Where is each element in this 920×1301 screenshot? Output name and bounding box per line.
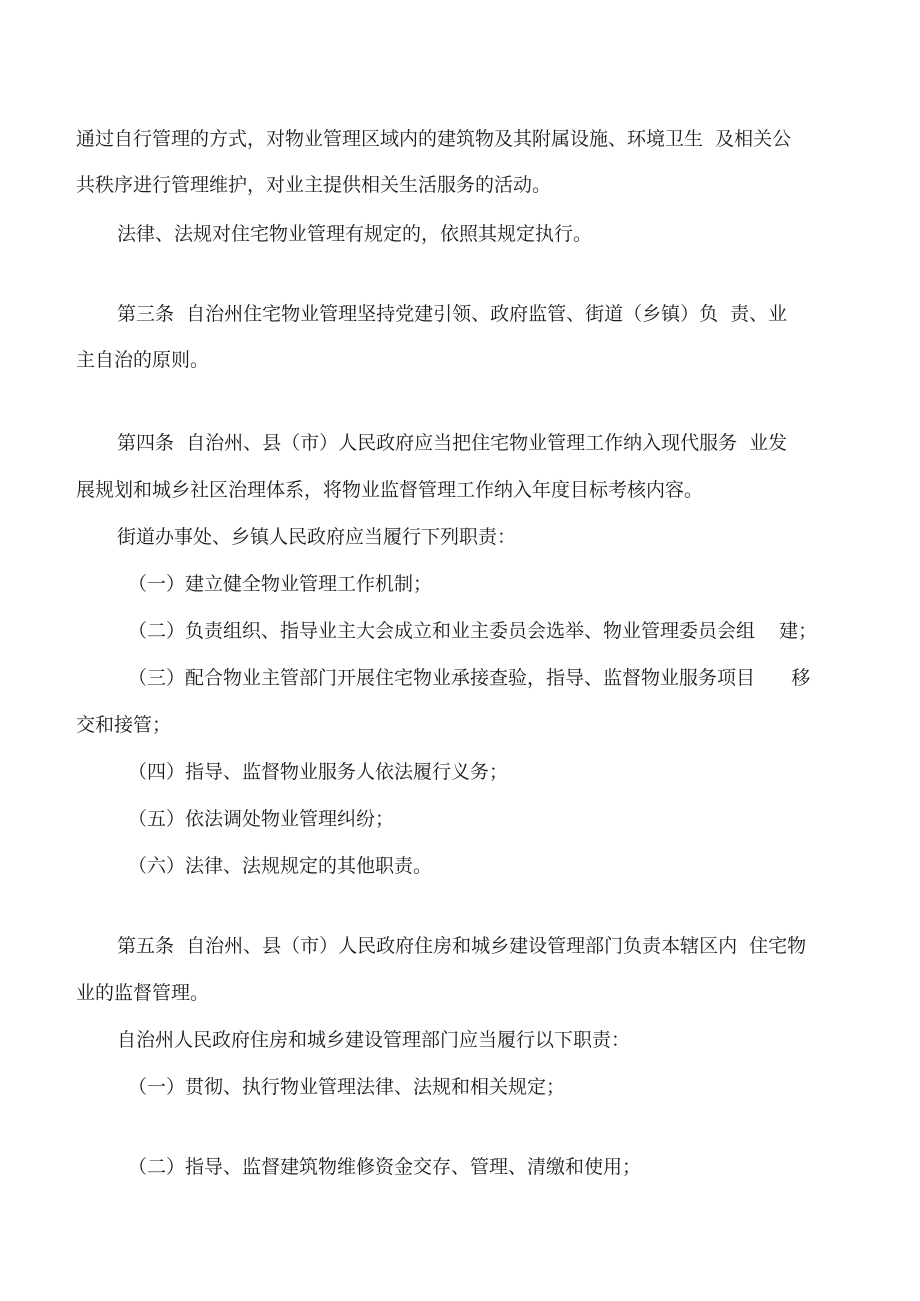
article4-item-1: （一）建立健全物业管理工作机制； [128,573,433,595]
article4-item-3-line-1: （三）配合物业主管部门开展住宅物业承接查验，指导、监督物业服务项目 移 [128,667,811,689]
article4-item-3-line-2: 交和接管； [76,714,172,736]
intro-line-1: 通过自行管理的方式，对物业管理区域内的建筑物及其附属设施、环境卫生 及相关公 [76,128,792,150]
article4-line-2: 展规划和城乡社区治理体系，将物业监督管理工作纳入年度目标考核内容。 [76,479,704,501]
article5-item-1: （一）贯彻、执行物业管理法律、法规和相关规定； [128,1076,566,1098]
article5-line-1: 第五条 自治州、县（市）人民政府住房和城乡建设管理部门负责本辖区内 住宅物 [117,935,807,957]
article3-line-1: 第三条 自治州住宅物业管理坚持党建引领、政府监管、街道（乡镇）负 责、业 [117,303,788,325]
article5-item-2: （二）指导、监督建筑物维修资金交存、管理、清缴和使用； [128,1156,642,1178]
article5-line-2: 业的监督管理。 [76,982,210,1004]
article5-duties-intro: 自治州人民政府住房和城乡建设管理部门应当履行以下职责： [117,1029,631,1051]
article4-item-6: （六）法律、法规规定的其他职责。 [128,855,433,877]
article4-item-4: （四）指导、监督物业服务人依法履行义务； [128,761,509,783]
article4-duties-intro: 街道办事处、乡镇人民政府应当履行下列职责： [117,526,517,548]
intro-line-2: 共秩序进行管理维护，对业主提供相关生活服务的活动。 [76,174,552,196]
article3-line-2: 主自治的原则。 [76,349,210,371]
law-paragraph: 法律、法规对住宅物业管理有规定的，依照其规定执行。 [117,223,593,245]
article4-item-2: （二）负责组织、指导业主大会成立和业主委员会选举、物业管理委员会组 建； [128,620,818,642]
article4-line-1: 第四条 自治州、县（市）人民政府应当把住宅物业管理工作纳入现代服务 业发 [117,432,788,454]
article4-item-5: （五）依法调处物业管理纠纷； [128,808,395,830]
